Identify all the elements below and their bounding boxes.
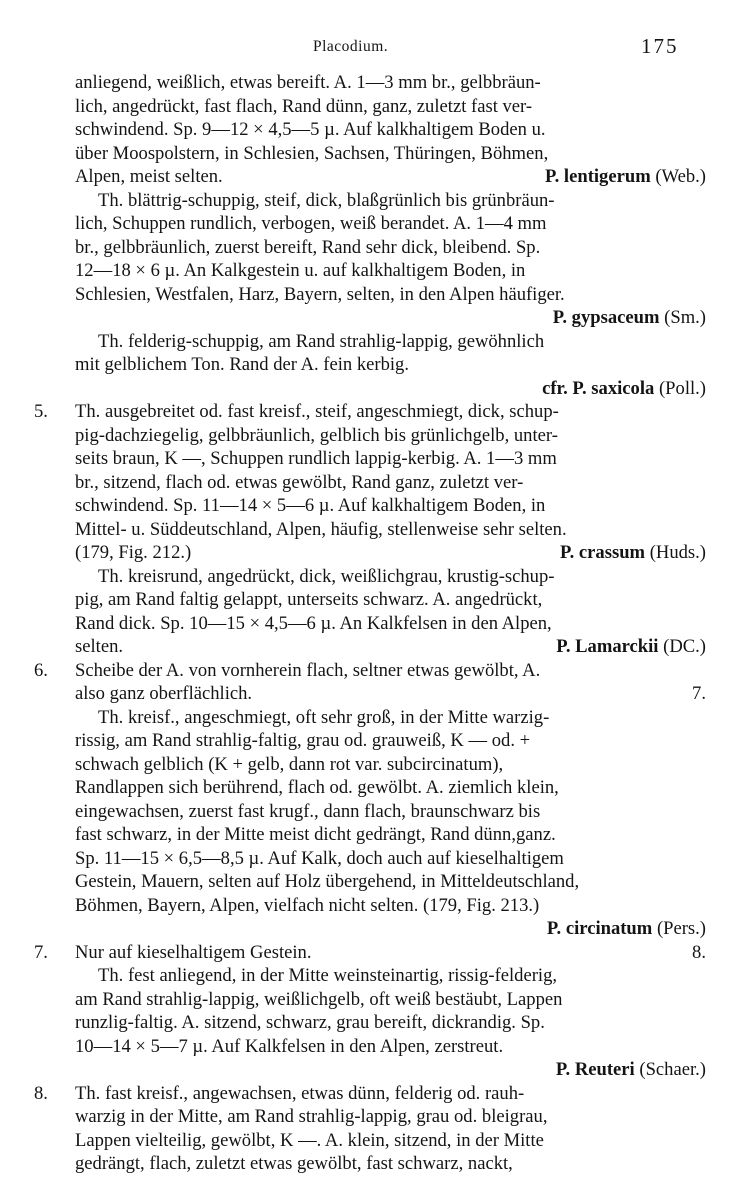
text-line	[34, 259, 706, 283]
text-line	[34, 447, 706, 471]
line-text: Sp. 11—15 × 6,5—8,5 µ. Auf Kalk, doch auch auf kieselhaltigem	[75, 847, 564, 869]
line-text: Rand dick. Sp. 10—15 × 4,5—6 µ. An Kalkfelsen in den Alpen,	[75, 612, 552, 634]
text-line	[34, 165, 706, 189]
text-line	[34, 494, 706, 518]
species-name	[545, 165, 706, 189]
line-text: selten.	[75, 636, 124, 657]
species-author: (DC.)	[663, 636, 706, 657]
key-reference: 7.	[692, 683, 706, 704]
line-text: Th. kreisrund, angedrückt, dick, weißlichgrau, krustig-schup-	[98, 565, 555, 587]
line-text: Th. fest anliegend, in der Mitte weinsteinartig, rissig-felderig,	[98, 965, 558, 986]
species-author: (Poll.)	[658, 377, 706, 399]
line-text: br., sitzend, flach od. etwas gewölbt, Rand ganz, zuletzt ver-	[75, 471, 524, 493]
line-text: schwindend. Sp. 11—14 × 5—6 µ. Auf kalkhaltigem Boden, in	[75, 495, 546, 516]
text-line	[34, 917, 706, 941]
species-label: cfr. P. saxicola	[542, 377, 655, 399]
text-line	[34, 118, 706, 142]
species-author: (Web.)	[655, 166, 706, 187]
running-title: Placodium.	[313, 38, 389, 55]
text-line	[34, 682, 706, 706]
line-text: fast schwarz, in der Mitte meist dicht gedrängt, Rand dünn,ganz.	[75, 824, 556, 845]
key-number: 7.	[34, 941, 48, 963]
line-text: Randlappen sich berührend, flach od. gewölbt. A. ziemlich klein,	[75, 777, 559, 798]
species-name	[542, 377, 706, 401]
text-line	[34, 471, 706, 495]
line-text: pig-dachziegelig, gelbbräunlich, gelblich bis grünlichgelb, unter-	[75, 424, 558, 446]
text-line	[34, 870, 706, 894]
line-text: 10—14 × 5—7 µ. Auf Kalkfelsen in den Alpen, zerstreut.	[75, 1035, 504, 1057]
page-body	[34, 71, 706, 1176]
species-label: P. gypsaceum	[552, 307, 660, 328]
key-number: 6.	[34, 659, 48, 681]
text-line	[34, 142, 706, 166]
line-text: Th. blättrig-schuppig, steif, dick, blaßgrünlich bis grünbräun-	[98, 189, 555, 211]
page-number: 175	[641, 34, 679, 58]
text-line	[34, 988, 706, 1012]
text-line	[34, 941, 706, 965]
line-text: Th. ausgebreitet od. fast kreisf., steif, angeschmiegt, dick, schup-	[75, 401, 559, 422]
line-text: Alpen, meist selten.	[75, 166, 223, 187]
text-line	[34, 588, 706, 612]
line-text: br., gelbbräunlich, zuerst bereift, Rand sehr dick, bleibend. Sp.	[75, 236, 541, 258]
key-number: 8.	[34, 1082, 48, 1104]
line-text: Nur auf kieselhaltigem Gestein.	[75, 941, 312, 963]
text-line	[34, 330, 706, 354]
text-line	[34, 565, 706, 589]
text-line	[34, 1152, 706, 1176]
line-text: Th. kreisf., angeschmiegt, oft sehr groß, in der Mitte warzig-	[98, 706, 550, 728]
text-line	[34, 635, 706, 659]
text-line	[34, 1035, 706, 1059]
species-label: P. Reuteri	[555, 1059, 635, 1080]
text-line	[34, 189, 706, 213]
line-text: Gestein, Mauern, selten auf Holz übergehend, in Mitteldeutschland,	[75, 871, 580, 892]
line-text: Böhmen, Bayern, Alpen, vielfach nicht selten. (179, Fig. 213.)	[75, 894, 540, 916]
line-text: am Rand strahlig-lappig, weißlichgelb, oft weiß bestäubt, Lappen	[75, 988, 563, 1010]
species-label: P. Lamarckii	[556, 636, 659, 657]
text-line	[34, 212, 706, 236]
line-text: schwindend. Sp. 9—12 × 4,5—5 µ. Auf kalkhaltigem Boden u.	[75, 119, 546, 140]
species-author: (Huds.)	[649, 542, 706, 563]
text-line	[34, 1082, 706, 1106]
line-text: pig, am Rand faltig gelappt, unterseits schwarz. A. angedrückt,	[75, 589, 543, 610]
line-text: Th. fast kreisf., angewachsen, etwas dünn, felderig od. rauh-	[75, 1082, 525, 1104]
line-text: Mittel- u. Süddeutschland, Alpen, häufig, stellenweise sehr selten.	[75, 518, 567, 540]
text-line	[34, 776, 706, 800]
line-text: eingewachsen, zuerst fast krugf., dann flach, braunschwarz bis	[75, 800, 541, 822]
species-label: P. lentigerum	[544, 166, 651, 187]
text-line	[34, 1129, 706, 1153]
text-line	[34, 541, 706, 565]
text-line	[34, 659, 706, 683]
text-line	[34, 377, 706, 401]
species-label: P. crassum	[559, 542, 646, 563]
line-text: über Moospolstern, in Schlesien, Sachsen, Thüringen, Böhmen,	[75, 142, 549, 164]
text-line	[34, 1058, 706, 1082]
line-text: anliegend, weißlich, etwas bereift. A. 1—3 mm br., gelbbräun-	[75, 72, 541, 93]
species-label: P. circinatum	[546, 918, 653, 939]
line-text: runzlig-faltig. A. sitzend, schwarz, grau bereift, dickrandig. Sp.	[75, 1012, 545, 1033]
text-line	[34, 518, 706, 542]
text-line	[34, 71, 706, 95]
text-line	[34, 823, 706, 847]
text-line	[34, 894, 706, 918]
text-line	[34, 424, 706, 448]
key-number: 5.	[34, 401, 48, 422]
text-line	[34, 964, 706, 988]
line-text: rissig, am Rand strahlig-faltig, grau od. grauweiß, K — od. +	[75, 730, 531, 751]
line-text: Th. felderig-schuppig, am Rand strahlig-lappig, gewöhnlich	[98, 330, 545, 352]
text-line	[34, 753, 706, 777]
text-line	[34, 1011, 706, 1035]
species-name	[553, 306, 706, 330]
text-line	[34, 729, 706, 753]
page-header	[0, 34, 737, 64]
text-line	[34, 847, 706, 871]
species-name	[556, 1058, 706, 1082]
line-text: gedrängt, flach, zuletzt etwas gewölbt, fast schwarz, nackt,	[75, 1153, 513, 1174]
text-line	[34, 1105, 706, 1129]
line-text: Schlesien, Westfalen, Harz, Bayern, selten, in den Alpen häufiger.	[75, 283, 565, 305]
text-line	[34, 400, 706, 424]
line-text: lich, Schuppen rundlich, verbogen, weiß berandet. A. 1—4 mm	[75, 213, 547, 234]
line-text: seits braun, K —, Schuppen rundlich lappig-kerbig. A. 1—3 mm	[75, 448, 557, 469]
key-reference: 8.	[692, 941, 706, 963]
line-text: lich, angedrückt, fast flach, Rand dünn, ganz, zuletzt fast ver-	[75, 95, 533, 117]
species-author: (Sm.)	[664, 307, 706, 328]
text-line	[34, 95, 706, 119]
text-line	[34, 283, 706, 307]
species-author: (Pers.)	[656, 918, 706, 939]
text-line	[34, 800, 706, 824]
text-line	[34, 612, 706, 636]
species-name	[560, 541, 706, 565]
species-author: (Schaer.)	[639, 1059, 706, 1080]
species-name	[547, 917, 706, 941]
line-text: Lappen vielteilig, gewölbt, K —. A. klein, sitzend, in der Mitte	[75, 1129, 544, 1151]
species-name	[556, 635, 706, 659]
text-line	[34, 306, 706, 330]
line-text: 12—18 × 6 µ. An Kalkgestein u. auf kalkhaltigem Boden, in	[75, 260, 526, 281]
text-line	[34, 353, 706, 377]
line-text: schwach gelblich (K + gelb, dann rot var. subcircinatum),	[75, 753, 504, 775]
line-text: mit gelblichem Ton. Rand der A. fein kerbig.	[75, 354, 410, 375]
text-line	[34, 236, 706, 260]
line-text: also ganz oberflächlich.	[75, 683, 253, 704]
line-text: warzig in der Mitte, am Rand strahlig-lappig, grau od. bleigrau,	[75, 1106, 548, 1127]
line-text: (179, Fig. 212.)	[75, 542, 192, 563]
line-text: Scheibe der A. von vornherein flach, seltner etwas gewölbt, A.	[75, 659, 541, 681]
text-line	[34, 706, 706, 730]
